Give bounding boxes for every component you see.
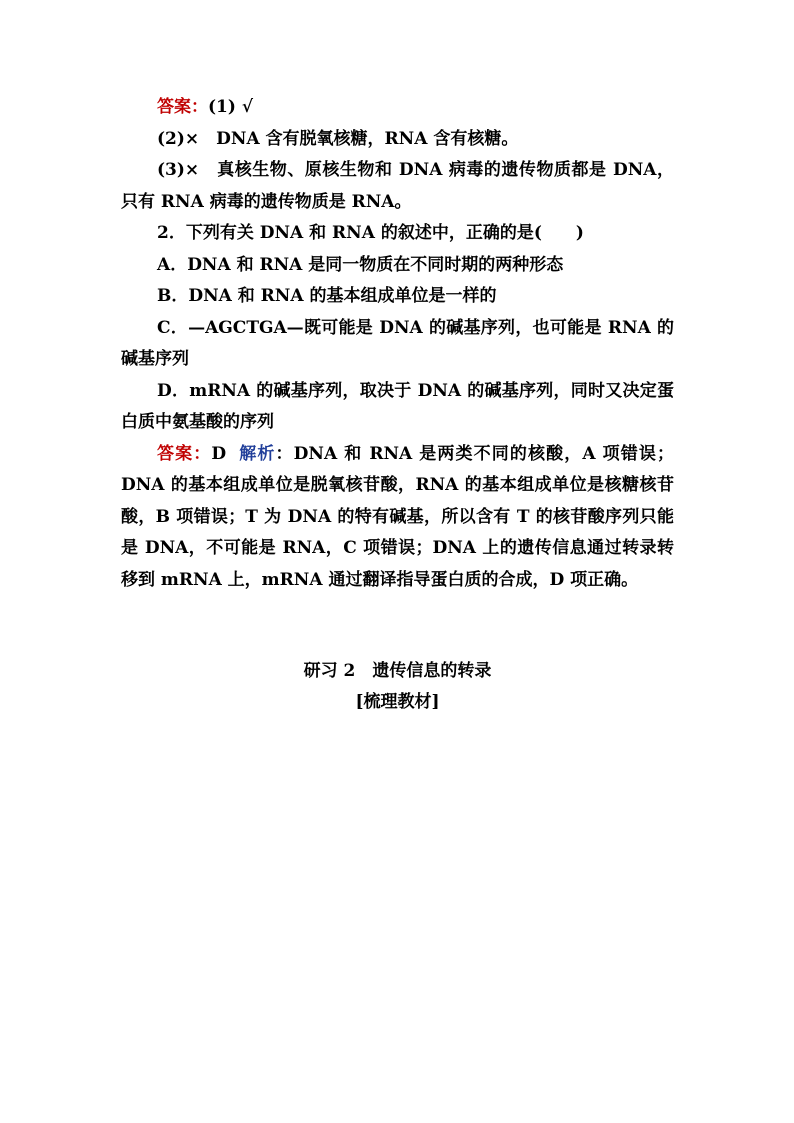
- q1-answer-line-2: (2)× DNA 含有脱氧核糖，RNA 含有核糖。: [157, 128, 519, 149]
- q2-option-d: D．mRNA 的碱基序列，取决于 DNA 的碱基序列，同时又决定蛋白质中氨基酸的序列: [121, 380, 674, 432]
- analysis-label: 解析: [238, 443, 276, 464]
- q1-answer-line-3: (3)× 真核生物、原核生物和 DNA 病毒的遗传物质都是 DNA，只有 RNA 病毒的遗传物质是 RNA。: [121, 160, 674, 212]
- answer-item-1: (1) √: [208, 97, 254, 117]
- answer-value: D: [211, 443, 227, 464]
- q2-answer-analysis: [121, 439, 674, 597]
- q1-answer-line-1: [121, 92, 674, 124]
- q2-stem: 2．下列有关 DNA 和 RNA 的叙述中，正确的是( ): [157, 223, 584, 243]
- analysis-text: DNA 和 RNA 是两类不同的核酸，A 项错误；DNA 的基本组成单位是脱氧核苷酸，RNA 的基本组成单位是核糖核苷酸，B 项错误；T 为 DNA 的特有碱基，所以含有 T 的核苷酸序列只能是 DNA，不可能是 RNA，C 项错误；DNA 上的遗传信息通过转录转移到 mRNA 上，mRNA 通过翻译指导蛋白质的合成，D 项正确。: [121, 443, 675, 590]
- section-subtitle: [梳理教材]: [355, 692, 440, 712]
- content-body: [121, 92, 674, 596]
- q2-option-a: A．DNA 和 RNA 是同一物质在不同时期的两种形态: [157, 254, 564, 275]
- q2-option-b: B．DNA 和 RNA 的基本组成单位是一样的: [157, 286, 497, 306]
- analysis-colon: ：: [275, 443, 294, 464]
- answer-label: 答案：: [157, 97, 208, 117]
- section-title: 研习 2 遗传信息的转录: [303, 661, 492, 681]
- answer-label: 答案：: [157, 443, 212, 464]
- q2-option-c: C．—AGCTGA—既可能是 DNA 的碱基序列，也可能是 RNA 的碱基序列: [121, 317, 674, 369]
